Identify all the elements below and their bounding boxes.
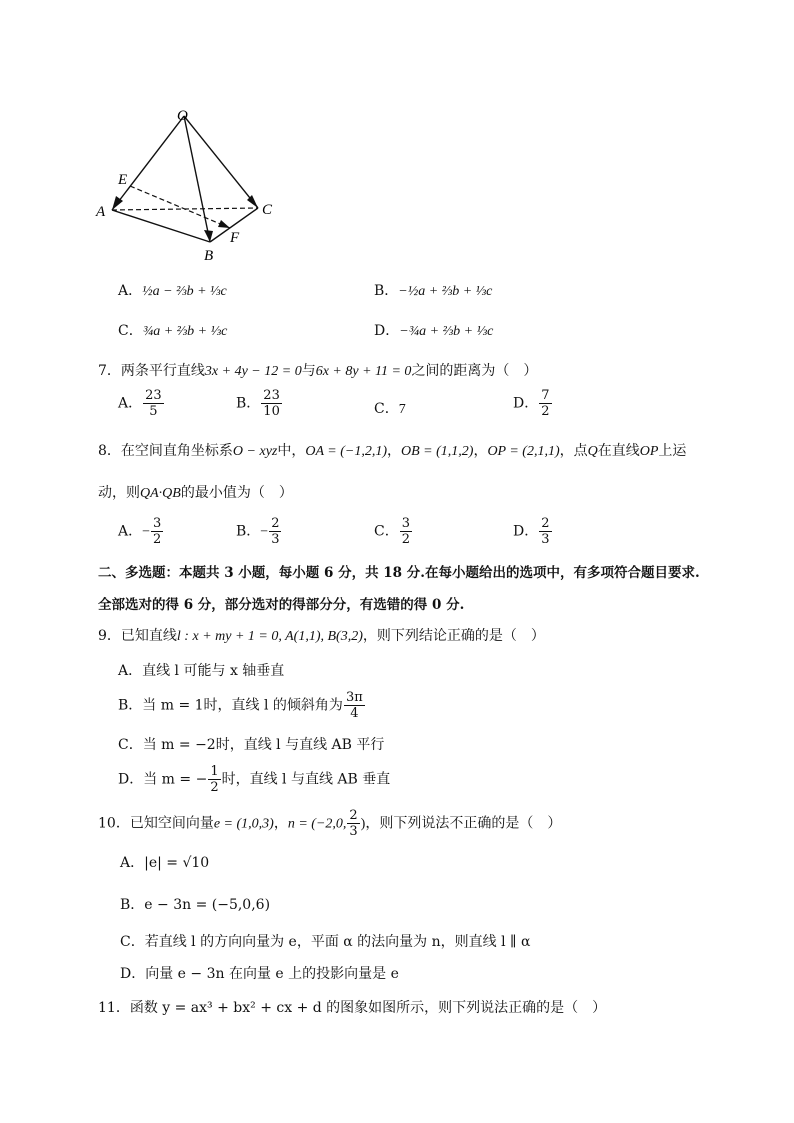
- q10-n-close: ): [360, 816, 366, 832]
- q8-option-a[interactable]: [118, 516, 164, 547]
- q7-option-d[interactable]: [513, 388, 553, 419]
- edge-OA: [112, 116, 184, 210]
- option-letter: C．: [374, 401, 399, 417]
- q9-stem: [98, 625, 545, 645]
- q8-oa: OA = (−1,2,1): [305, 444, 387, 459]
- q8-option-d[interactable]: [513, 516, 553, 547]
- q7-line1: 3x + 4y − 12 = 0: [204, 364, 302, 379]
- q8-stem-line1: [98, 440, 686, 460]
- q9-prefix: 9．已知直线: [98, 628, 177, 644]
- fraction: [143, 388, 164, 419]
- option-letter: C．: [118, 323, 143, 339]
- label-A: A: [96, 204, 106, 220]
- separator: ，: [273, 815, 288, 832]
- option-expr: ½a − ⅔b + ⅓c: [142, 284, 227, 299]
- q8-option-c[interactable]: [374, 516, 413, 547]
- label-E: E: [118, 172, 128, 188]
- q10-stem: [98, 808, 561, 839]
- option-letter: C．: [374, 523, 399, 540]
- q8-opline: OP: [639, 444, 659, 459]
- denominator: 5: [149, 404, 158, 419]
- tetrahedron-figure: [90, 100, 290, 270]
- q7-stem-suffix: 之间的距离为（ ）: [411, 363, 538, 379]
- q8-line2-prefix: 动，则: [98, 485, 140, 501]
- q8-mid: 中，: [277, 443, 306, 459]
- edge-OC: [184, 116, 258, 208]
- q8-point-q: Q: [587, 444, 598, 459]
- q9-option-d[interactable]: [118, 764, 390, 795]
- section-heading-line1: 二、多选题：本题共 3 小题，每小题 6 分，共 18 分.在每小题给出的选项中，有多项符合题目要求.: [98, 565, 700, 581]
- q10-n-vector: n = (−2,0,: [287, 816, 347, 832]
- q7-option-c[interactable]: [374, 398, 406, 418]
- numerator: 3: [401, 516, 410, 531]
- q7-stem: [98, 360, 537, 380]
- q10-option-c[interactable]: C．若直线 l 的方向向量为 e，平面 α 的法向量为 n，则直线 l ∥ α: [120, 934, 531, 950]
- edge-OB: [184, 116, 210, 242]
- fraction: [151, 516, 163, 547]
- option-letter: D．: [374, 323, 400, 339]
- numerator: 23: [263, 388, 280, 403]
- q11-stem: 11．函数 y = ax³ + bx² + cx + d 的图象如图所示，则下列说法正确的是（ ）: [98, 1000, 607, 1016]
- denominator: 3: [541, 532, 550, 547]
- q7-option-a[interactable]: [118, 388, 165, 419]
- option-letter: B．: [236, 523, 261, 540]
- q10-prefix: 10．已知空间向量: [98, 815, 214, 832]
- q8-suffix: ，点: [559, 443, 588, 459]
- q8-end: 在直线: [597, 443, 640, 459]
- numerator: 2: [541, 516, 550, 531]
- numerator: 7: [541, 388, 550, 403]
- label-C: C: [262, 202, 273, 218]
- label-F: F: [230, 230, 240, 246]
- q8-system: O − xyz: [232, 444, 278, 459]
- denominator: 3: [349, 824, 358, 839]
- q10-option-a[interactable]: A．|e| = √10: [120, 855, 210, 871]
- option-letter: A．: [118, 523, 143, 540]
- separator: ，: [473, 443, 488, 459]
- option-letter: A．: [118, 283, 143, 299]
- q10-option-d[interactable]: D．向量 e − 3n 在向量 e 上的投影向量是 e: [120, 966, 399, 982]
- option-value: 7: [398, 402, 406, 417]
- section-heading-line2: 全部选对的得 6 分，部分选对的得部分分，有选错的得 0 分.: [98, 597, 465, 613]
- fraction: [344, 690, 365, 721]
- label-O: O: [177, 108, 188, 124]
- fraction: [208, 764, 220, 795]
- numerator: 1: [210, 764, 219, 779]
- q7-line2: 6x + 8y + 11 = 0: [315, 364, 412, 379]
- denominator: 2: [401, 532, 410, 547]
- fraction: [269, 516, 281, 547]
- option-text: B．当 m = 1时，直线 l 的倾斜角为: [118, 697, 343, 714]
- label-B: B: [204, 248, 214, 264]
- fraction: [539, 516, 551, 547]
- denominator: 3: [271, 532, 280, 547]
- q8-line2-suffix: 的最小值为（ ）: [180, 485, 293, 501]
- option-text: D．当 m = −: [118, 771, 208, 788]
- q8-option-b[interactable]: [236, 516, 282, 547]
- q8-ob: OB = (1,1,2): [401, 444, 474, 459]
- q9-option-c[interactable]: C．当 m = −2时，直线 l 与直线 AB 平行: [118, 737, 385, 753]
- q9-option-a[interactable]: A．直线 l 可能与 x 轴垂直: [118, 663, 285, 679]
- q6-option-d[interactable]: [374, 320, 493, 340]
- q10-e-vector: e = (1,0,3): [213, 816, 274, 832]
- option-letter: B．: [374, 283, 399, 299]
- denominator: 2: [153, 532, 162, 547]
- q6-option-b[interactable]: [374, 280, 492, 300]
- fraction: [261, 388, 282, 419]
- q7-option-b[interactable]: [236, 388, 283, 419]
- q6-option-a[interactable]: [118, 280, 227, 300]
- q8-tail: 上运: [658, 443, 687, 459]
- option-letter: D．: [513, 395, 539, 412]
- q9-suffix: ，则下列结论正确的是（ ）: [362, 628, 545, 644]
- fraction: [400, 516, 412, 547]
- q9-line-expr: l : x + my + 1 = 0, A(1,1), B(3,2): [176, 629, 363, 644]
- separator: ，: [387, 443, 401, 459]
- q6-option-c[interactable]: [118, 320, 227, 340]
- q8-stem-line2: [98, 482, 293, 502]
- q8-prefix: 8．在空间直角坐标系: [98, 443, 233, 459]
- fraction: [539, 388, 551, 419]
- denominator: 4: [350, 706, 359, 721]
- option-letter: A．: [118, 395, 143, 412]
- numerator: 3: [153, 516, 162, 531]
- q9-option-b[interactable]: [118, 690, 366, 721]
- q10-option-b[interactable]: B．e − 3n = (−5,0,6): [120, 897, 271, 913]
- arrowhead-EF: [218, 220, 230, 228]
- q7-stem-prefix: 7．两条平行直线: [98, 363, 205, 379]
- numerator: 2: [349, 808, 358, 823]
- q7-mid: 与: [301, 363, 316, 379]
- q10-suffix: ，则下列说法不正确的是（ ）: [365, 815, 562, 832]
- option-sign: −: [142, 524, 151, 540]
- option-letter: D．: [513, 523, 539, 540]
- denominator: 2: [210, 780, 219, 795]
- denominator: 10: [263, 404, 280, 419]
- edge-AB: [112, 210, 210, 242]
- numerator: 3π: [345, 690, 363, 705]
- option-letter: B．: [236, 395, 261, 412]
- option-text-suffix: 时，直线 l 与直线 AB 垂直: [221, 771, 391, 788]
- option-expr: −½a + ⅔b + ⅓c: [398, 284, 493, 299]
- option-sign: −: [260, 524, 269, 540]
- q8-op: OP = (2,1,1): [487, 444, 560, 459]
- numerator: 2: [271, 516, 280, 531]
- segment-EF-dashed: [130, 186, 230, 228]
- fraction: [347, 808, 359, 839]
- option-expr: −¾a + ⅔b + ⅓c: [399, 324, 494, 339]
- q8-product: QA·QB: [140, 486, 181, 501]
- option-expr: ¾a + ⅔b + ⅓c: [142, 324, 228, 339]
- denominator: 2: [541, 404, 550, 419]
- numerator: 23: [145, 388, 162, 403]
